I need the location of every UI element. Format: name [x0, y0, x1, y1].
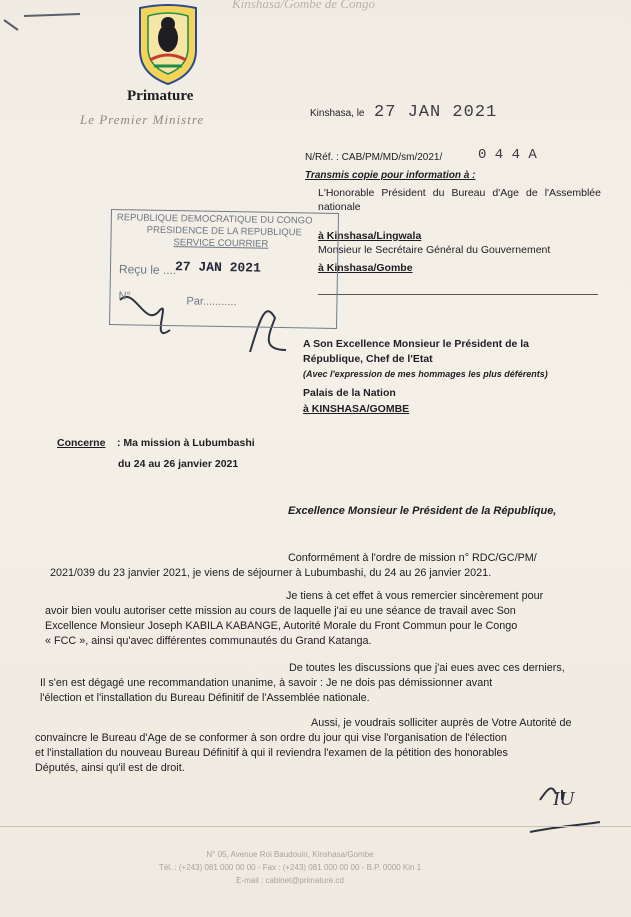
addressee-name: A Son Excellence Monsieur le Président de la — [303, 338, 530, 350]
addressee-homage: (Avec l'expression de mes hommages les plus déférents) — [303, 369, 548, 379]
footer-divider — [0, 826, 631, 827]
paragraph-4-line: et l'installation du nouveau Bureau Définitif à qui il reviendra l'examen de la pétition des honorables — [35, 747, 508, 759]
paragraph-3-line: l'élection et l'installation du Bureau Définitif de l'Assemblée nationale. — [40, 692, 370, 704]
signature-initial: IU — [553, 788, 575, 810]
stamp-line-3: SERVICE COURRIER — [173, 237, 269, 250]
paragraph-4-line: convaincre le Bureau d'Age de se conformer à son ordre du jour qui vise l'organisation de l'élection — [35, 732, 507, 744]
paragraph-3-first-line: De toutes les discussions que j'ai eues avec ces derniers, — [289, 662, 565, 674]
paragraph-3-line: Il s'en est dégagé une recommandation unanime, à savoir : Je ne dois pas démissionner avant — [40, 677, 493, 689]
footer-address — [60, 848, 520, 887]
subject-value: : Ma mission à Lubumbashi — [117, 437, 255, 449]
paragraph-1-first-line: Conformément à l'ordre de mission n° RDC/GC/PM/ — [288, 552, 537, 564]
dateline-date: 27 JAN 2021 — [374, 103, 498, 122]
reference-prefix: N/Réf. : CAB/PM/MD/sm/2021/ — [305, 152, 443, 163]
paragraph-1-line: 2021/039 du 23 janvier 2021, je viens de séjourner à Lubumbashi, du 24 au 26 janvier 2021. — [50, 567, 492, 579]
stamp-received-date: 27 JAN 2021 — [174, 259, 261, 276]
copy-info-heading: Transmis copie pour information à : — [305, 170, 476, 181]
footer-line-1: N° 05, Avenue Roi Baudouin, Kinshasa/Gombe — [206, 850, 374, 859]
addressee-title: République, Chef de l'Etat — [303, 353, 433, 365]
paragraph-2-line: « FCC », ainsi qu'avec différentes communautés du Grand Katanga. — [45, 635, 372, 647]
subject-dates: du 24 au 26 janvier 2021 — [118, 458, 239, 470]
stamp-number-label: N° — [118, 290, 131, 303]
addressee-location: à KINSHASA/GOMBE — [303, 403, 410, 415]
reception-stamp — [109, 209, 339, 329]
stamp-line-2: PRESIDENCE DE LA REPUBLIQUE — [146, 224, 302, 239]
paragraph-2-line: Excellence Monsieur Joseph KABILA KABANGE, Autorité Morale du Front Commun pour le Congo — [45, 620, 518, 632]
faded-header-text: Kinshasa/Gombe de Congo — [232, 0, 375, 11]
paragraph-2-line: avoir bien voulu autoriser cette mission au cours de laquelle j'ai eu une séance de travail avec Son — [45, 605, 516, 617]
paragraph-4-first-line: Aussi, je voudrais solliciter auprès de Votre Autorité de — [311, 717, 572, 729]
salutation: Excellence Monsieur le Président de la République, — [288, 505, 557, 517]
institution-name: Primature — [127, 88, 194, 104]
stamp-received-label: Reçu le .... — [118, 262, 177, 278]
corner-scribble — [4, 14, 80, 30]
reference-number: 0 4 4 A — [478, 147, 537, 163]
copy-recipient-2: Monsieur le Secrétaire Général du Gouvernement — [318, 244, 551, 256]
copy-recipient-1-location: à Kinshasa/Lingwala — [318, 230, 422, 242]
copy-recipient-1: L'Honorable Président du Bureau d'Age de l'Assemblée nationale — [318, 187, 601, 213]
paragraph-4-line: Députés, ainsi qu'il est de droit. — [35, 762, 185, 774]
coat-of-arms-icon — [132, 2, 204, 86]
stamp-line-1: REPUBLIQUE DEMOCRATIQUE DU CONGO — [116, 212, 313, 227]
footer-line-2: Tél. : (+243) 081 000 00 00 - Fax : (+243) 081 000 00 00 - B.P. 0000 Kin 1 — [158, 863, 422, 872]
paragraph-2-first-line: Je tiens à cet effet à vous remercier sincèrement pour — [286, 590, 544, 602]
stamp-par-label: Par........... — [186, 295, 237, 309]
divider — [318, 294, 598, 295]
footer-line-3: E-mail : cabinet@primature.cd — [236, 876, 344, 885]
addressee-palace: Palais de la Nation — [303, 387, 396, 399]
pm-signature-line: Le Premier Ministre — [80, 112, 205, 127]
subject-label: Concerne — [57, 437, 106, 449]
dateline-place: Kinshasa, le — [310, 108, 365, 119]
copy-recipient-2-location: à Kinshasa/Gombe — [318, 262, 413, 274]
